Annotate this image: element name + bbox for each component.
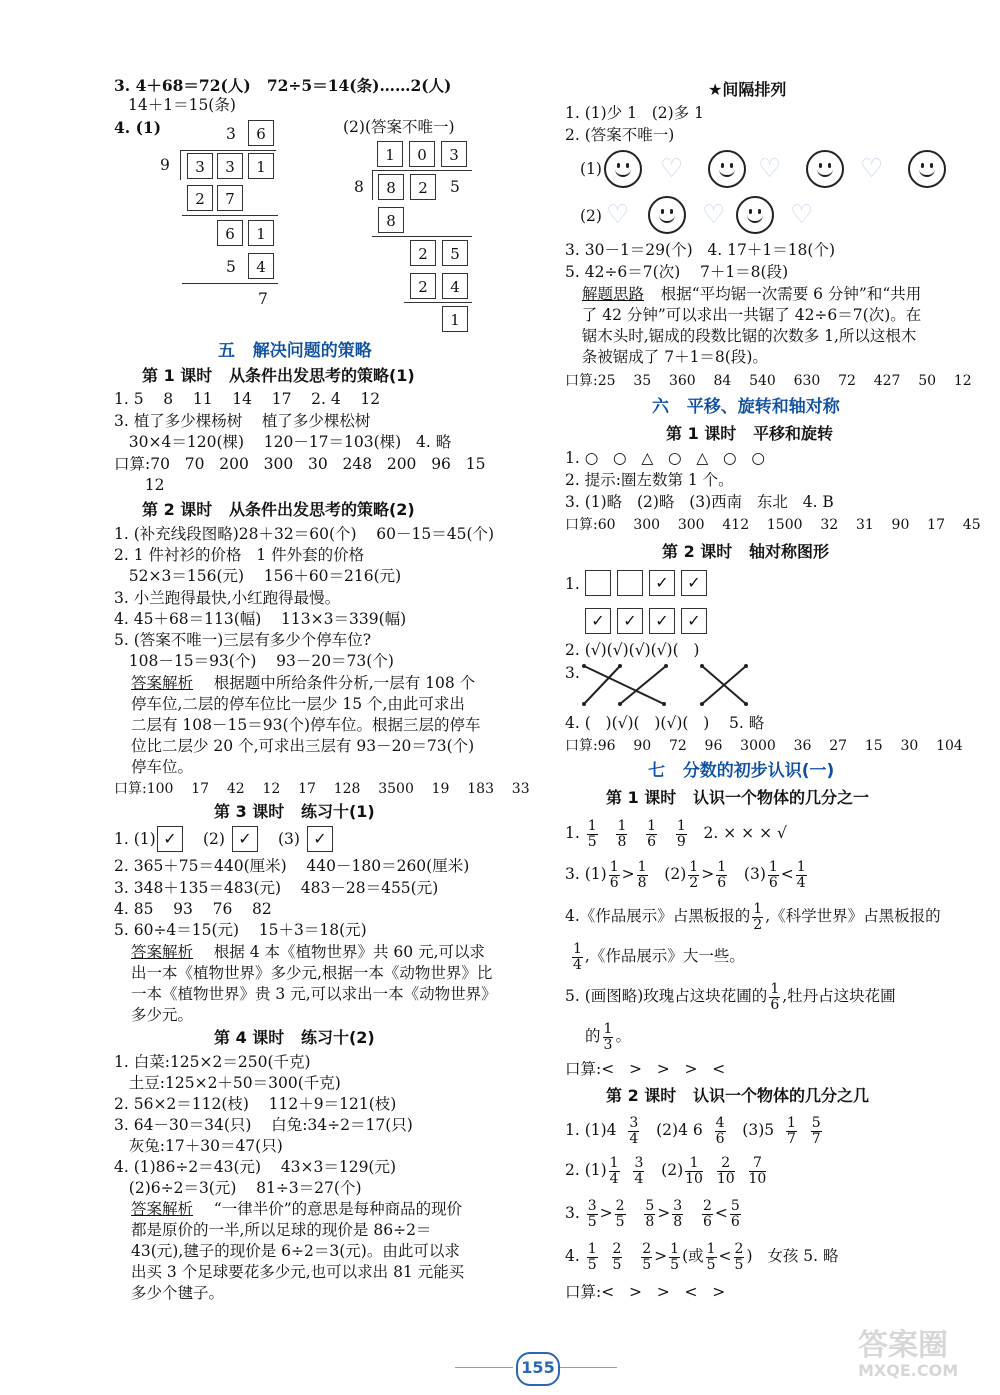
- answer-line: 2. (1) $\frac{1}{4}$ $\frac{3}{4}$ (2) $\frac{1}{10}$ $\frac{2}{10}$ $\frac{7}{10}$: [565, 1154, 767, 1187]
- matching-lines: [580, 660, 780, 710]
- digit-box: 7: [217, 185, 243, 211]
- watermark-logo: 答案圈 MXQE.COM: [858, 1328, 959, 1380]
- answer-line: 1. $\frac{1}{5}$ $\frac{1}{8}$ $\frac{1}{6}$ $\frac{1}{9}$ 2. × × × √: [565, 817, 787, 850]
- answer-line: 土豆:125×2＋50＝300(千克): [114, 1074, 341, 1092]
- answer-line: 4. 85 93 76 82: [114, 900, 272, 918]
- heart-icon: ♡: [758, 154, 782, 184]
- analysis-text: “一律半价”的意思是每种商品的现价: [199, 1200, 463, 1218]
- kousuan-line: 口算:60 300 300 412 1500 32 31 90 17 45: [565, 517, 981, 533]
- analysis-text: 根据题中所给条件分析,一层有 108 个: [199, 674, 476, 692]
- digit-box: 5: [442, 240, 468, 266]
- checkbox-checked: ✓: [649, 570, 675, 596]
- checkbox-empty: [585, 570, 611, 596]
- answer-line: 4. (1)86÷2＝43(元) 43×3＝129(元): [114, 1158, 397, 1176]
- checkbox-checked: ✓: [681, 570, 707, 596]
- answer-line: 3. 植了多少棵杨树 植了多少棵松树: [114, 412, 371, 430]
- digit-box: 2: [410, 240, 436, 266]
- digit-box: 4: [248, 253, 274, 279]
- divisor: 8: [354, 178, 364, 196]
- kousuan-line: 口算:< > > < >: [565, 1283, 726, 1301]
- analysis-label: 答案解析: [131, 674, 194, 692]
- answer-line: 1. (补充线段图略)28＋32＝60(个) 60－15＝45(个): [114, 525, 495, 543]
- lesson-title: 第 2 课时 认识一个物体的几分之几: [606, 1086, 869, 1105]
- answer-line: 2. 365＋75＝440(厘米) 440－180＝260(厘米): [114, 857, 470, 875]
- smiley-icon: [648, 196, 686, 234]
- fraction: $\frac{1}{9}$: [676, 817, 686, 850]
- heart-icon: ♡: [790, 200, 814, 230]
- answer-line: 4.《作品展示》占黑板报的 $\frac{1}{2}$ ,《科学世界》占黑板报的: [565, 900, 941, 933]
- checkbox-checked: ✓: [232, 826, 258, 852]
- digit-box: 1: [442, 306, 468, 332]
- heart-icon: ♡: [702, 200, 726, 230]
- answer-line: 1. 白菜:125×2＝250(千克): [114, 1053, 311, 1071]
- kousuan-line: 口算:100 17 42 12 17 128 3500 19 183 33: [114, 781, 530, 797]
- digit-box: 8: [378, 207, 404, 233]
- analysis-label: 答案解析: [131, 943, 194, 961]
- answer-line: 2. 56×2＝112(枝) 112＋9＝121(枝): [114, 1095, 397, 1113]
- digit-box: 3: [441, 141, 467, 167]
- checkbox-checked: ✓: [649, 608, 675, 634]
- answer-line: 3. 小兰跑得最快,小红跑得最慢。: [114, 589, 341, 607]
- analysis-text: 43(元),毽子的现价是 6÷2＝3(元)。由此可以求: [131, 1242, 460, 1260]
- analysis-text: 条被锯成了 7＋1＝8(段)。: [567, 348, 768, 366]
- unit-title: 五 解决问题的策略: [218, 341, 372, 361]
- digit-box: 4: [442, 273, 468, 299]
- lesson-title: 第 2 课时 从条件出发思考的策略(2): [142, 500, 415, 519]
- answer-line: 3.: [565, 664, 580, 682]
- analysis-text: 根据“平均锯一次需要 6 分钟”和“共用: [646, 285, 922, 303]
- analysis-text: 一本《植物世界》贵 3 元,可以求出一本《动物世界》: [131, 985, 497, 1003]
- kousuan-line: 口算:96 90 72 96 3000 36 27 15 30 104: [565, 738, 963, 754]
- answer-line: (2)(答案不唯一): [343, 118, 455, 136]
- checkbox-checked: ✓: [307, 826, 333, 852]
- answer-line: 108－15＝93(个) 93－20＝73(个): [114, 652, 394, 670]
- analysis-text: 停车位,二层的停车位比一层少 15 个,由此可求出: [131, 695, 465, 713]
- divisor: 9: [160, 156, 170, 174]
- analysis-text: 出一本《植物世界》多少元,根据一本《动物世界》比: [131, 964, 493, 982]
- answer-line: 3. (1)略 (2)略 (3)西南 东北 4. B: [565, 493, 834, 511]
- fraction: $\frac{1}{8}$: [617, 817, 627, 850]
- lesson-title: 第 4 课时 练习十(2): [214, 1028, 375, 1047]
- answer-line: (2)6÷2＝3(元) 81÷3＝27(个): [114, 1179, 362, 1197]
- smiley-icon: [708, 150, 746, 188]
- page-number: 155: [516, 1352, 560, 1386]
- answer-line: 的 $\frac{1}{3}$ 。: [585, 1020, 631, 1053]
- answer-line: 灰兔:17＋30＝47(只): [114, 1137, 283, 1155]
- digit-box: 1: [248, 220, 274, 246]
- analysis-text: 根据 4 本《植物世界》共 60 元,可以求: [199, 943, 486, 961]
- unit-title: 七 分数的初步认识(一): [648, 761, 835, 781]
- answer-line: 3. $\frac{3}{5}$ > $\frac{2}{5}$ $\frac{5}{8}$ > $\frac{3}{8}$ $\frac{2}{6}$ < $\frac{5}{6}$: [565, 1197, 740, 1230]
- lesson-title: 第 2 课时 轴对称图形: [662, 542, 829, 561]
- answer-line: 1. ○ ○ △ ○ △ ○ ○: [565, 449, 765, 467]
- answer-line: 5. (答案不唯一)三层有多少个停车位?: [114, 631, 372, 649]
- answer-line: 4. ( )(√)( )(√)( ) 5. 略: [565, 714, 765, 732]
- answer-line: 1. 5 8 11 14 17 2. 4 12: [114, 390, 381, 408]
- footer-rule: [455, 1367, 513, 1368]
- answer-line: 3. (1) $\frac{1}{6}$ > $\frac{1}{8}$ (2) $\frac{1}{2}$ > $\frac{1}{6}$ (3) $\frac{1}{6}$ < $\frac{1}{4}$: [565, 858, 806, 891]
- pattern-label: (1): [580, 160, 602, 178]
- checkbox-checked: ✓: [617, 608, 643, 634]
- answer-line: 5. 42÷6＝7(次) 7＋1＝8(段): [565, 263, 789, 281]
- digit-box: 2: [187, 185, 213, 211]
- checkbox-empty: [617, 570, 643, 596]
- analysis-text: 二层有 108－15＝93(个)停车位。根据三层的停车: [131, 716, 481, 734]
- answer-line: 3. 348＋135＝483(元) 483－28＝455(元): [114, 879, 439, 897]
- answer-line: 5. (画图略)玫瑰占这块花圃的 $\frac{1}{6}$ ,牡丹占这块花圃: [565, 980, 896, 1013]
- answer-line: 52×3＝156(元) 156＋60＝216(元): [114, 567, 402, 585]
- heart-icon: ♡: [606, 200, 630, 230]
- digit-box: 2: [410, 174, 436, 200]
- heart-icon: ♡: [860, 154, 884, 184]
- answer-line: 4. 45＋68＝113(幅) 113×3＝339(幅): [114, 610, 407, 628]
- analysis-text: 锯木头时,锯成的段数比锯的次数多 1,所以这根木: [567, 327, 917, 345]
- analysis-label: 答案解析: [131, 1200, 194, 1218]
- remainder: 7: [258, 290, 268, 308]
- answer-line: 2. 提示:圈左数第 1 个。: [565, 471, 734, 489]
- quotient-digit: 3: [226, 125, 236, 143]
- fraction: $\frac{1}{5}$: [587, 817, 597, 850]
- digit: 5: [450, 178, 460, 196]
- answer-line: 5. 60÷4＝15(元) 15＋3＝18(元): [114, 921, 367, 939]
- digit-box: 3: [217, 153, 243, 179]
- analysis-text: 出买 3 个足球要花多少元,也可以求出 81 元能买: [131, 1263, 465, 1281]
- answer-line: (2): [203, 830, 225, 848]
- answer-line: 14＋1＝15(条): [128, 96, 236, 114]
- answer-line: 2. (√)(√)(√)(√)( ): [565, 641, 700, 659]
- analysis-text: 停车位。: [131, 758, 194, 776]
- answer-line: 2. (答案不唯一): [565, 126, 675, 144]
- answer-line: 3. 4＋68＝72(人) 72÷5＝14(条)……2(人): [114, 76, 452, 95]
- smiley-icon: [908, 150, 946, 188]
- analysis-text: 了 42 分钟”可以求出一共锯了 42÷6＝7(次)。在: [567, 306, 922, 324]
- answer-line: 4. $\frac{1}{5}$ $\frac{2}{5}$ $\frac{2}{5}$ > $\frac{1}{5}$ (或 $\frac{1}{5}$ < $\frac{2}{5}$ ) 女孩 5. 略: [565, 1240, 839, 1273]
- answer-line: 1. (1)少 1 (2)多 1: [565, 104, 704, 122]
- answer-line: $\frac{1}{4}$ ,《作品展示》大一些。: [573, 940, 745, 973]
- q-number: 1.: [565, 824, 580, 842]
- lesson-title: 第 1 课时 认识一个物体的几分之一: [606, 788, 869, 807]
- section-title: ★间隔排列: [708, 80, 787, 99]
- analysis-text: 都是原价的一半,所以足球的现价是 86÷2＝: [131, 1221, 432, 1239]
- smiley-icon: [736, 196, 774, 234]
- answer-line: 3. 30－1＝29(个) 4. 17＋1＝18(个): [565, 241, 836, 259]
- digit-box: 3: [187, 153, 213, 179]
- digit-box: 0: [409, 141, 435, 167]
- digit: 5: [226, 258, 236, 276]
- fraction: $\frac{1}{6}$: [647, 817, 657, 850]
- answer-line: 1.: [565, 575, 580, 593]
- checkbox-checked: ✓: [157, 826, 183, 852]
- answer-line: (3): [278, 830, 300, 848]
- answer-line: 3. 64－30＝34(只) 白兔:34÷2＝17(只): [114, 1116, 413, 1134]
- answer-line: 1. (1)4 $\frac{3}{4}$ (2)4 6 $\frac{4}{6}$ (3)5 $\frac{1}{7}$ $\frac{5}{7}$: [565, 1114, 821, 1147]
- answer-line: 4. (1): [114, 118, 162, 137]
- answer-line: 2. 1 件衬衫的价格 1 件外套的价格: [114, 546, 365, 564]
- pattern-label: (2): [580, 207, 602, 225]
- lesson-title: 第 1 课时 从条件出发思考的策略(1): [142, 366, 415, 385]
- unit-title: 六 平移、旋转和轴对称: [652, 397, 840, 417]
- digit-box: 1: [377, 141, 403, 167]
- answer-line: 1. (1): [114, 830, 156, 848]
- analysis-text: 多少个毽子。: [131, 1284, 225, 1302]
- answer-line: 30×4＝120(棵) 120－17＝103(棵) 4. 略: [114, 433, 452, 451]
- checkbox-checked: ✓: [585, 608, 611, 634]
- lesson-title: 第 1 课时 平移和旋转: [666, 424, 833, 443]
- heart-icon: ♡: [660, 154, 684, 184]
- kousuan-line: 口算:< > > > <: [565, 1060, 726, 1078]
- analysis-text: 多少元。: [131, 1006, 194, 1024]
- digit-box: 6: [248, 120, 274, 146]
- digit-box: 2: [410, 273, 436, 299]
- kousuan-line: 口算:25 35 360 84 540 630 72 427 50 12: [565, 373, 972, 389]
- footer-rule: [559, 1367, 617, 1368]
- smiley-icon: [604, 150, 642, 188]
- smiley-icon: [806, 150, 844, 188]
- digit-box: 6: [217, 220, 243, 246]
- kousuan-line: 12: [130, 476, 165, 494]
- analysis-label: 解题思路: [582, 285, 645, 303]
- lesson-title: 第 3 课时 练习十(1): [214, 802, 375, 821]
- checkbox-checked: ✓: [681, 608, 707, 634]
- analysis-text: 位比二层少 20 个,可求出三层有 93－20＝73(个): [131, 737, 475, 755]
- digit-box: 8: [378, 174, 404, 200]
- digit-box: 1: [248, 153, 274, 179]
- kousuan-line: 口算:70 70 200 300 30 248 200 96 15: [114, 455, 486, 473]
